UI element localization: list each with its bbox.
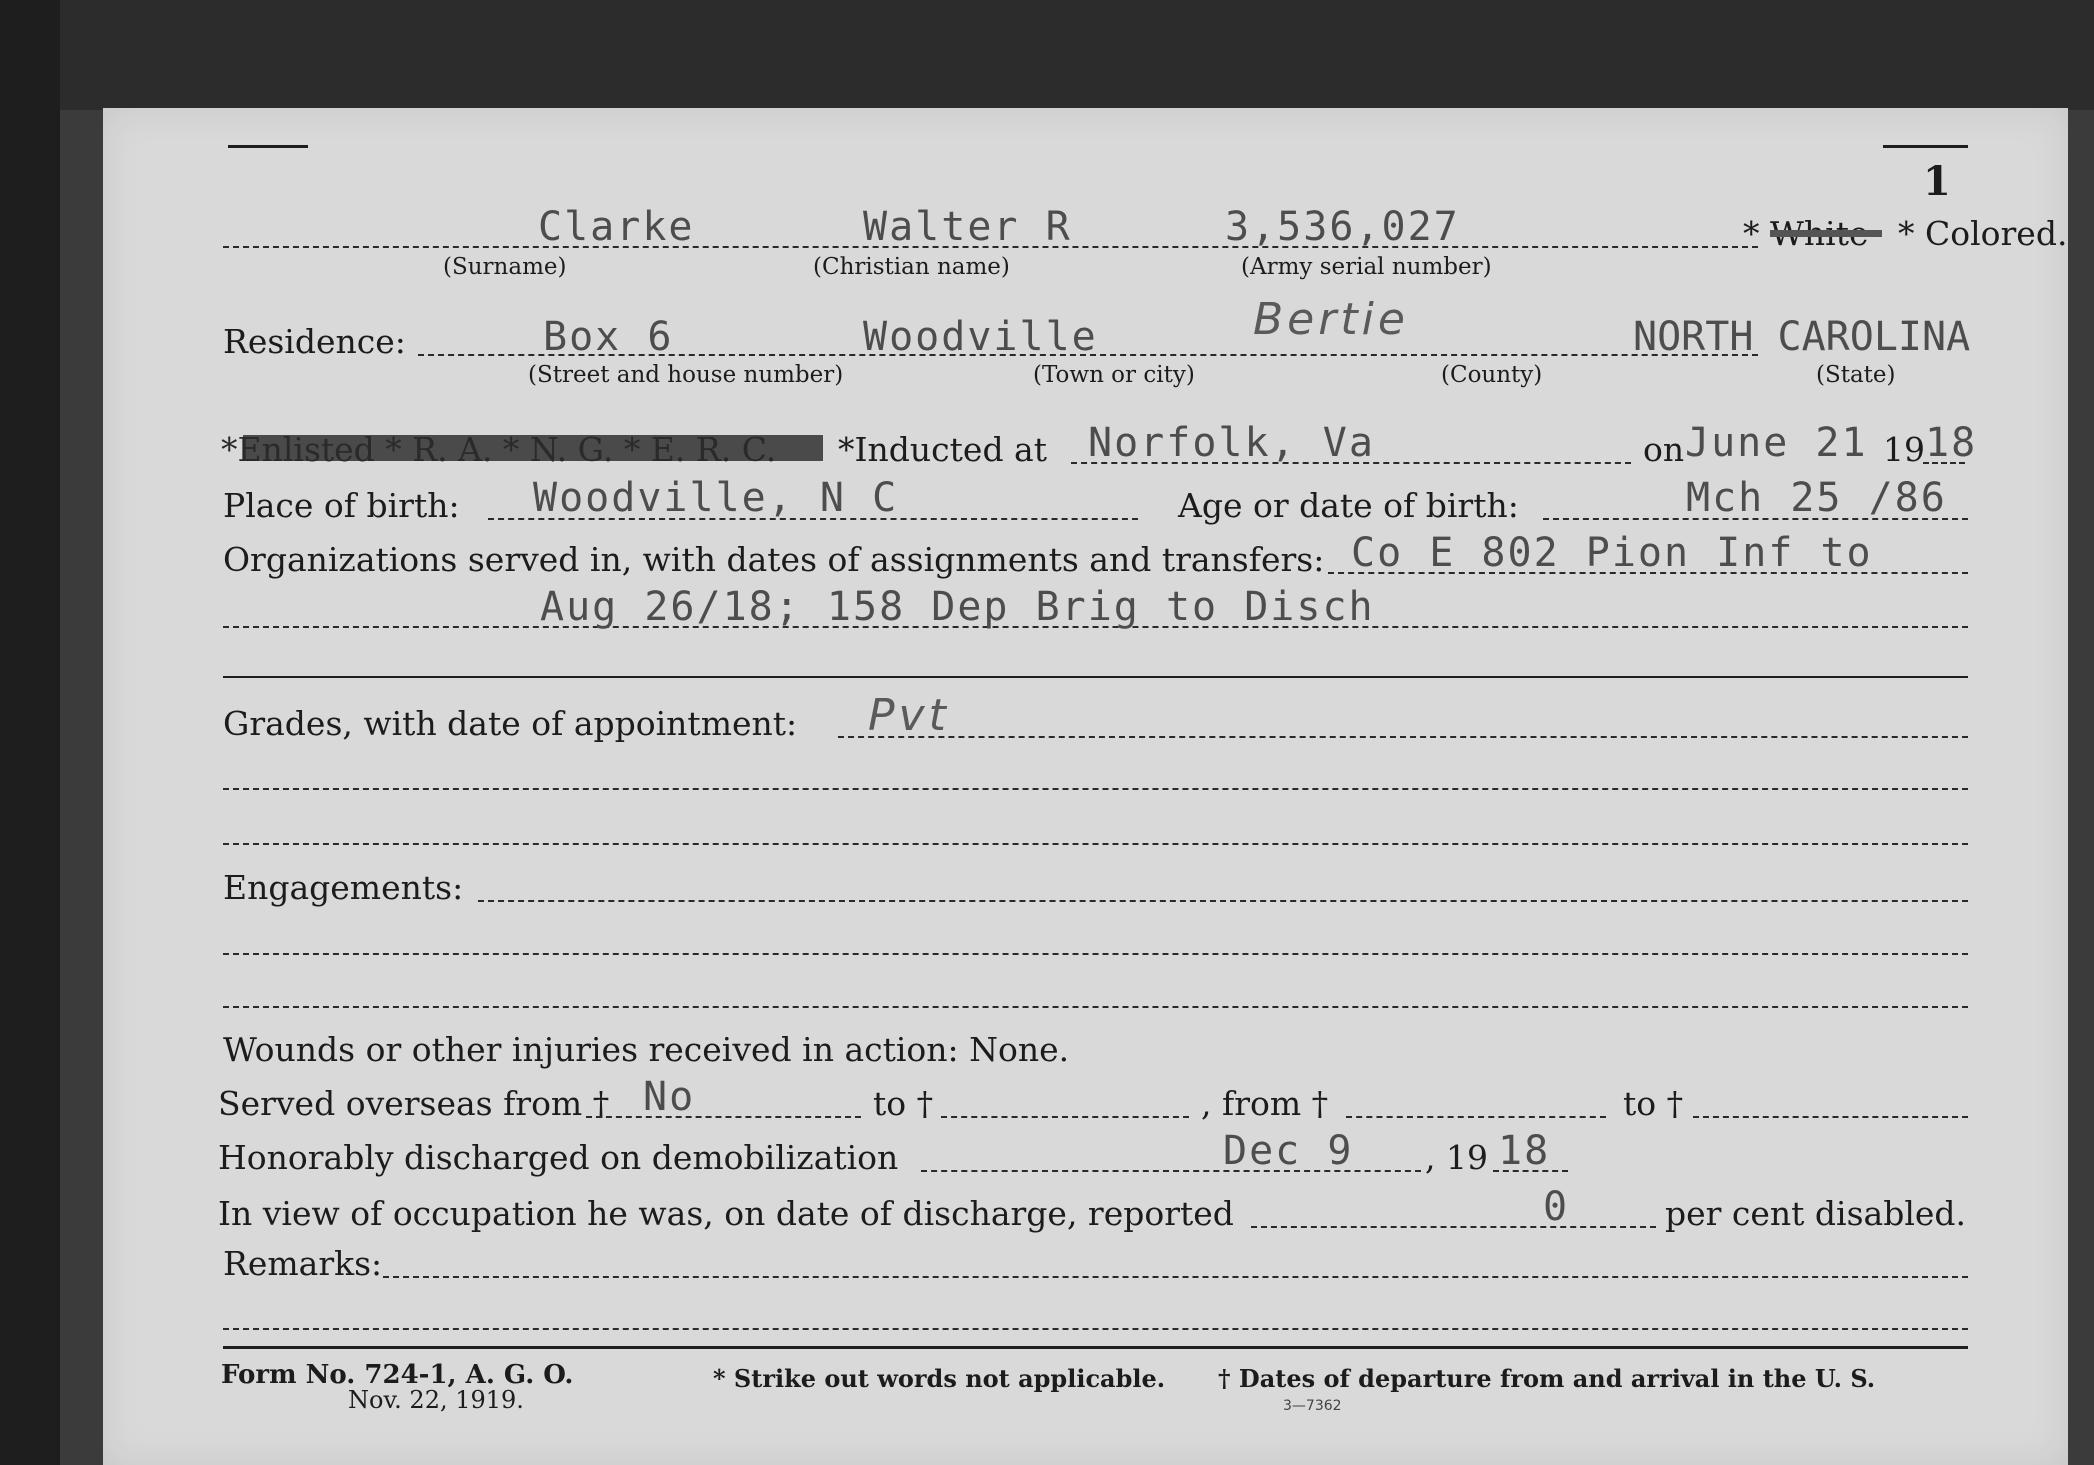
birth-date-value: Mch 25 /86 <box>1686 475 1947 521</box>
service-record-card <box>103 108 2068 1465</box>
form-number: Form No. 724-1, A. G. O. <box>221 1360 574 1390</box>
overseas-to-line <box>941 1116 1189 1118</box>
overseas-from-line-2 <box>1346 1116 1606 1118</box>
grades-label: Grades, with date of appointment: <box>223 704 798 743</box>
remarks-line-2 <box>223 1328 1968 1330</box>
age-label: Age or date of birth: <box>1178 486 1519 525</box>
state-caption: (State) <box>1816 362 1896 388</box>
engagements-line-3 <box>223 1006 1968 1008</box>
year-prefix: 19 <box>1883 430 1925 469</box>
from-label: , from † <box>1201 1084 1329 1123</box>
discharge-label: Honorably discharged on demobilization <box>218 1138 899 1177</box>
county-value: Bertie <box>1253 294 1409 345</box>
scanner-background-left <box>0 0 60 1465</box>
grades-line <box>838 736 1968 738</box>
on-label: on <box>1643 430 1685 469</box>
induction-year-value: 18 <box>1925 420 1978 466</box>
scanner-background-top <box>0 0 2094 110</box>
occupation-line <box>1251 1226 1656 1228</box>
to-label: to † <box>873 1084 934 1123</box>
discharge-date-value: Dec 9 <box>1223 1128 1354 1174</box>
corner-mark <box>228 145 308 148</box>
christian-name-value: Walter R <box>863 204 1072 250</box>
disabled-label: per cent disabled. <box>1665 1194 1967 1233</box>
remarks-label: Remarks: <box>223 1244 383 1283</box>
state-value: NORTH CAROLINA <box>1633 314 1971 360</box>
organizations-value-line2: Aug 26/18; 158 Dep Brig to Disch <box>540 584 1375 630</box>
print-code: 3—7362 <box>1283 1398 1342 1414</box>
strike-note: * Strike out words not applicable. <box>713 1364 1166 1393</box>
engagements-line-2 <box>223 953 1968 955</box>
organizations-value-line1: Co E 802 Pion Inf to <box>1351 530 1873 576</box>
town-value: Woodville <box>863 314 1098 360</box>
organizations-label: Organizations served in, with dates of assignments and transfers: <box>223 540 1325 579</box>
overseas-to-line-2 <box>1693 1116 1968 1118</box>
footer-rule <box>223 1346 1968 1349</box>
grade-value: Pvt <box>868 690 950 741</box>
serial-number-caption: (Army serial number) <box>1241 254 1492 280</box>
to-label-2: to † <box>1623 1084 1684 1123</box>
discharge-year-prefix: , 19 <box>1425 1138 1488 1177</box>
discharge-year-value: 18 <box>1498 1128 1551 1174</box>
grades-line-3 <box>223 843 1968 845</box>
form-date: Nov. 22, 1919. <box>348 1386 524 1414</box>
county-caption: (County) <box>1441 362 1543 388</box>
town-caption: (Town or city) <box>1033 362 1195 388</box>
race-white-option: * White <box>1743 214 1869 253</box>
surname-value: Clarke <box>538 204 695 250</box>
overseas-label: Served overseas from † <box>218 1084 610 1123</box>
enlistment-options-struck: *Enlisted * R. A. * N. G. * E. R. C. <box>221 430 777 469</box>
blank-line <box>223 676 1968 678</box>
surname-caption: (Surname) <box>443 254 567 280</box>
engagements-line <box>478 900 1968 902</box>
corner-mark <box>1883 145 1968 148</box>
engagements-label: Engagements: <box>223 868 464 907</box>
inducted-place-value: Norfolk, Va <box>1088 420 1375 466</box>
disabled-value: 0 <box>1543 1184 1570 1230</box>
christian-name-caption: (Christian name) <box>813 254 1010 280</box>
induction-date-value: June 21 <box>1685 420 1868 466</box>
page-number: 1 <box>1923 158 1951 205</box>
overseas-value: No <box>643 1074 696 1120</box>
street-value: Box 6 <box>543 314 674 360</box>
street-caption: (Street and house number) <box>528 362 844 388</box>
wounds-label: Wounds or other injuries received in action: None. <box>223 1030 1070 1069</box>
remarks-line <box>383 1276 1968 1278</box>
serial-number-value: 3,536,027 <box>1225 204 1460 250</box>
residence-label: Residence: <box>223 322 406 361</box>
place-of-birth-label: Place of birth: <box>223 486 460 525</box>
inducted-label: *Inducted at <box>838 430 1047 469</box>
grades-line-2 <box>223 788 1968 790</box>
dates-note: † Dates of departure from and arrival in the U. S. <box>1218 1364 1876 1393</box>
occupation-label: In view of occupation he was, on date of discharge, reported <box>218 1194 1234 1233</box>
race-colored-option: * Colored. <box>1898 214 2068 253</box>
overseas-from-line <box>586 1116 861 1118</box>
strike-mark <box>1770 230 1882 237</box>
place-of-birth-value: Woodville, N C <box>533 475 899 521</box>
